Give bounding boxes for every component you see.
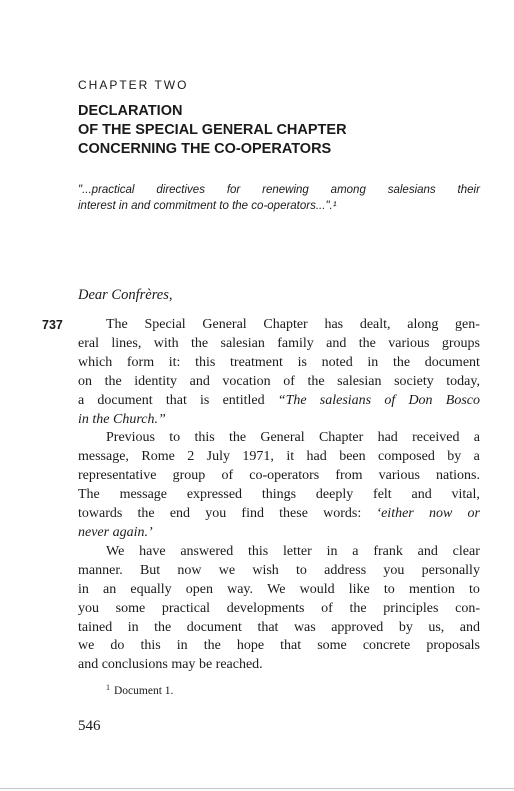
body-line bbox=[78, 448, 480, 467]
word: among bbox=[330, 184, 366, 196]
word: lines, bbox=[111, 335, 142, 351]
word: us, bbox=[428, 619, 445, 635]
word: groups bbox=[441, 335, 480, 351]
body-line bbox=[78, 524, 480, 543]
heading-line: DECLARATION bbox=[78, 103, 183, 119]
word: it bbox=[286, 449, 295, 465]
word: Don bbox=[408, 392, 433, 408]
word: The bbox=[78, 487, 100, 503]
word: document bbox=[97, 392, 153, 408]
word: the bbox=[228, 430, 247, 446]
word: to bbox=[219, 200, 229, 212]
word: letter bbox=[283, 543, 312, 559]
word: you bbox=[78, 600, 99, 616]
word: for bbox=[226, 184, 241, 196]
word: been bbox=[339, 449, 366, 465]
word: Bosco bbox=[445, 392, 480, 408]
word: and bbox=[417, 543, 438, 559]
word: towards bbox=[78, 506, 123, 522]
word: and bbox=[78, 657, 99, 673]
word: of bbox=[283, 373, 295, 389]
word: in bbox=[78, 581, 89, 597]
word: and bbox=[131, 200, 151, 212]
word: their bbox=[457, 184, 480, 196]
body-line bbox=[78, 637, 480, 656]
body-line bbox=[78, 505, 480, 524]
body-line bbox=[78, 656, 480, 675]
word: the bbox=[191, 335, 209, 351]
epigraph-line bbox=[78, 182, 480, 198]
word: and bbox=[459, 619, 480, 635]
word: directives bbox=[156, 184, 205, 196]
heading-line: OF THE SPECIAL GENERAL CHAPTER bbox=[78, 122, 347, 138]
word: We bbox=[106, 543, 125, 559]
word: be bbox=[198, 657, 213, 673]
word: do bbox=[110, 638, 125, 654]
word: Chapter bbox=[263, 317, 308, 332]
word: a bbox=[352, 543, 359, 559]
word: this bbox=[248, 543, 269, 559]
word: co-operators...".¹ bbox=[251, 200, 337, 212]
word: treatment bbox=[230, 354, 283, 370]
word: various bbox=[388, 335, 430, 351]
word: we bbox=[78, 638, 95, 654]
word: 1971, bbox=[242, 449, 274, 465]
body-line bbox=[78, 486, 480, 505]
word: concrete bbox=[362, 638, 411, 654]
word: this bbox=[194, 430, 215, 446]
word: family bbox=[277, 335, 314, 351]
word: gen- bbox=[455, 317, 480, 332]
word: of bbox=[221, 468, 234, 484]
word: is bbox=[200, 392, 210, 408]
word: form bbox=[126, 354, 155, 370]
word: nations. bbox=[436, 468, 480, 484]
word: identity bbox=[134, 373, 178, 389]
page-number: 546 bbox=[78, 718, 101, 734]
word: 2 bbox=[187, 449, 195, 465]
word: wish bbox=[252, 562, 279, 578]
word: personally bbox=[421, 562, 480, 578]
word: felt bbox=[373, 487, 392, 503]
word: Special bbox=[144, 317, 186, 332]
body-line bbox=[78, 411, 480, 430]
body-line bbox=[78, 543, 480, 562]
word: in bbox=[127, 619, 139, 635]
footnote bbox=[106, 683, 173, 697]
word: co-operators bbox=[249, 468, 320, 484]
word: some bbox=[317, 638, 347, 654]
word: salesians bbox=[387, 184, 436, 196]
word: has bbox=[324, 317, 344, 332]
word: mention bbox=[408, 581, 455, 597]
word: a bbox=[78, 392, 85, 408]
word: interest bbox=[78, 200, 116, 212]
word: dealt, bbox=[359, 317, 391, 332]
word: Church.” bbox=[113, 411, 166, 427]
word: the bbox=[104, 373, 122, 389]
word: noted bbox=[321, 354, 353, 370]
word: words: bbox=[323, 506, 362, 522]
word: vocation bbox=[222, 373, 271, 389]
word: approved bbox=[331, 619, 384, 635]
word: never bbox=[78, 524, 110, 540]
body-line bbox=[78, 467, 480, 486]
word: may bbox=[171, 657, 196, 673]
word: con- bbox=[455, 600, 480, 616]
word: the bbox=[92, 411, 110, 427]
word: from bbox=[335, 468, 363, 484]
word: principles bbox=[383, 600, 439, 616]
word: things bbox=[261, 487, 297, 503]
word: this bbox=[195, 354, 216, 370]
word: again.’ bbox=[112, 524, 153, 540]
word: document bbox=[186, 619, 242, 635]
word: to bbox=[468, 581, 480, 597]
word: and bbox=[326, 335, 347, 351]
word: way. bbox=[227, 581, 254, 597]
word: the bbox=[349, 600, 367, 616]
word: commitment bbox=[153, 200, 217, 212]
word: General bbox=[260, 430, 305, 446]
word: had bbox=[306, 449, 327, 465]
word: renewing bbox=[262, 184, 309, 196]
word: some bbox=[115, 600, 146, 616]
word: eral bbox=[78, 335, 99, 351]
word: salesians bbox=[319, 392, 372, 408]
word: group bbox=[172, 468, 206, 484]
body-line bbox=[78, 316, 480, 335]
word: to bbox=[169, 430, 181, 446]
epigraph-line bbox=[78, 198, 480, 214]
word: in bbox=[367, 354, 379, 370]
body-line bbox=[78, 335, 480, 354]
word: along bbox=[407, 317, 439, 332]
word: by bbox=[447, 449, 462, 465]
letter-body bbox=[78, 316, 480, 675]
body-line bbox=[78, 373, 480, 392]
body-line bbox=[78, 562, 480, 581]
word: the bbox=[392, 354, 411, 370]
word: vital, bbox=[451, 487, 480, 503]
word: in bbox=[78, 411, 89, 427]
word: the bbox=[358, 335, 376, 351]
word: message bbox=[119, 487, 168, 503]
word: had bbox=[377, 430, 398, 446]
word: or bbox=[467, 506, 480, 522]
epigraph bbox=[78, 182, 480, 214]
word: which bbox=[78, 354, 113, 370]
word: with bbox=[153, 335, 179, 351]
body-line bbox=[78, 619, 480, 638]
word: Previous bbox=[106, 430, 155, 446]
word: open bbox=[185, 581, 213, 597]
word: proposals bbox=[426, 638, 480, 654]
word: General bbox=[202, 317, 247, 332]
word: you bbox=[383, 562, 405, 578]
word: conclusions bbox=[101, 657, 168, 673]
word: the bbox=[232, 200, 249, 212]
word: various bbox=[378, 468, 420, 484]
word: received bbox=[412, 430, 460, 446]
word: in bbox=[118, 200, 128, 212]
word: it: bbox=[168, 354, 181, 370]
body-line bbox=[78, 392, 480, 411]
word: an bbox=[103, 581, 117, 597]
footnote-text: Document 1. bbox=[114, 685, 174, 697]
word: to bbox=[383, 581, 395, 597]
word: is bbox=[297, 354, 307, 370]
word: tained bbox=[78, 619, 113, 635]
word: this bbox=[140, 638, 161, 654]
word: The bbox=[106, 317, 128, 332]
word: now bbox=[177, 562, 202, 578]
word: end bbox=[169, 506, 191, 522]
word: Rome bbox=[141, 449, 175, 465]
word: document bbox=[424, 354, 480, 370]
word: clear bbox=[452, 543, 480, 559]
word: in bbox=[326, 543, 338, 559]
word: developments bbox=[226, 600, 305, 616]
word: these bbox=[279, 506, 308, 522]
word: practical bbox=[161, 600, 211, 616]
word: have bbox=[139, 543, 166, 559]
word: We bbox=[267, 581, 286, 597]
word: on bbox=[78, 373, 92, 389]
salutation: Dear Confrères, bbox=[78, 287, 173, 303]
word: "...practical bbox=[78, 184, 135, 196]
word: composed bbox=[378, 449, 435, 465]
word: hope bbox=[236, 638, 265, 654]
word: a bbox=[473, 430, 480, 446]
word: message, bbox=[78, 449, 129, 465]
word: the bbox=[203, 638, 221, 654]
word: to bbox=[296, 562, 307, 578]
word: the bbox=[137, 506, 155, 522]
word: society bbox=[394, 373, 434, 389]
word: and bbox=[189, 373, 210, 389]
word: Chapter bbox=[318, 430, 364, 446]
footnote-marker: 1 bbox=[106, 683, 110, 692]
body-line bbox=[78, 600, 480, 619]
paragraph-margin-number: 737 bbox=[42, 318, 63, 332]
word: entitled bbox=[222, 392, 265, 408]
body-line bbox=[78, 354, 480, 373]
page-edge-rule bbox=[0, 788, 514, 789]
word: frank bbox=[373, 543, 403, 559]
word: salesian bbox=[337, 373, 382, 389]
word: But bbox=[139, 562, 161, 578]
word: and bbox=[411, 487, 432, 503]
word: by bbox=[398, 619, 413, 635]
chapter-heading bbox=[78, 102, 478, 159]
body-line bbox=[78, 581, 480, 600]
word: representative bbox=[78, 468, 157, 484]
heading-line: CONCERNING THE CO-OPERATORS bbox=[78, 141, 332, 157]
word: the bbox=[307, 373, 325, 389]
word: that bbox=[280, 638, 302, 654]
word: expressed bbox=[186, 487, 243, 503]
word: manner. bbox=[78, 562, 123, 578]
word: answered bbox=[180, 543, 234, 559]
word: “The bbox=[277, 392, 307, 408]
word: that bbox=[165, 392, 187, 408]
chapter-label: CHAPTER TWO bbox=[78, 78, 189, 92]
word: equally bbox=[130, 581, 172, 597]
word: salesian bbox=[220, 335, 265, 351]
word: would bbox=[299, 581, 335, 597]
word: July bbox=[206, 449, 230, 465]
word: the bbox=[154, 619, 172, 635]
word: that bbox=[257, 619, 279, 635]
body-line bbox=[78, 429, 480, 448]
word: a bbox=[473, 449, 480, 465]
word: of bbox=[384, 392, 396, 408]
word: of bbox=[321, 600, 333, 616]
word: today, bbox=[446, 373, 480, 389]
word: we bbox=[218, 562, 236, 578]
word: deeply bbox=[315, 487, 354, 503]
word: was bbox=[293, 619, 316, 635]
word: you bbox=[205, 506, 227, 522]
word: in bbox=[176, 638, 188, 654]
word: address bbox=[324, 562, 367, 578]
word: now bbox=[428, 506, 453, 522]
word: ‘either bbox=[376, 506, 414, 522]
word: find bbox=[241, 506, 264, 522]
word: reached. bbox=[215, 657, 263, 673]
word: like bbox=[348, 581, 370, 597]
